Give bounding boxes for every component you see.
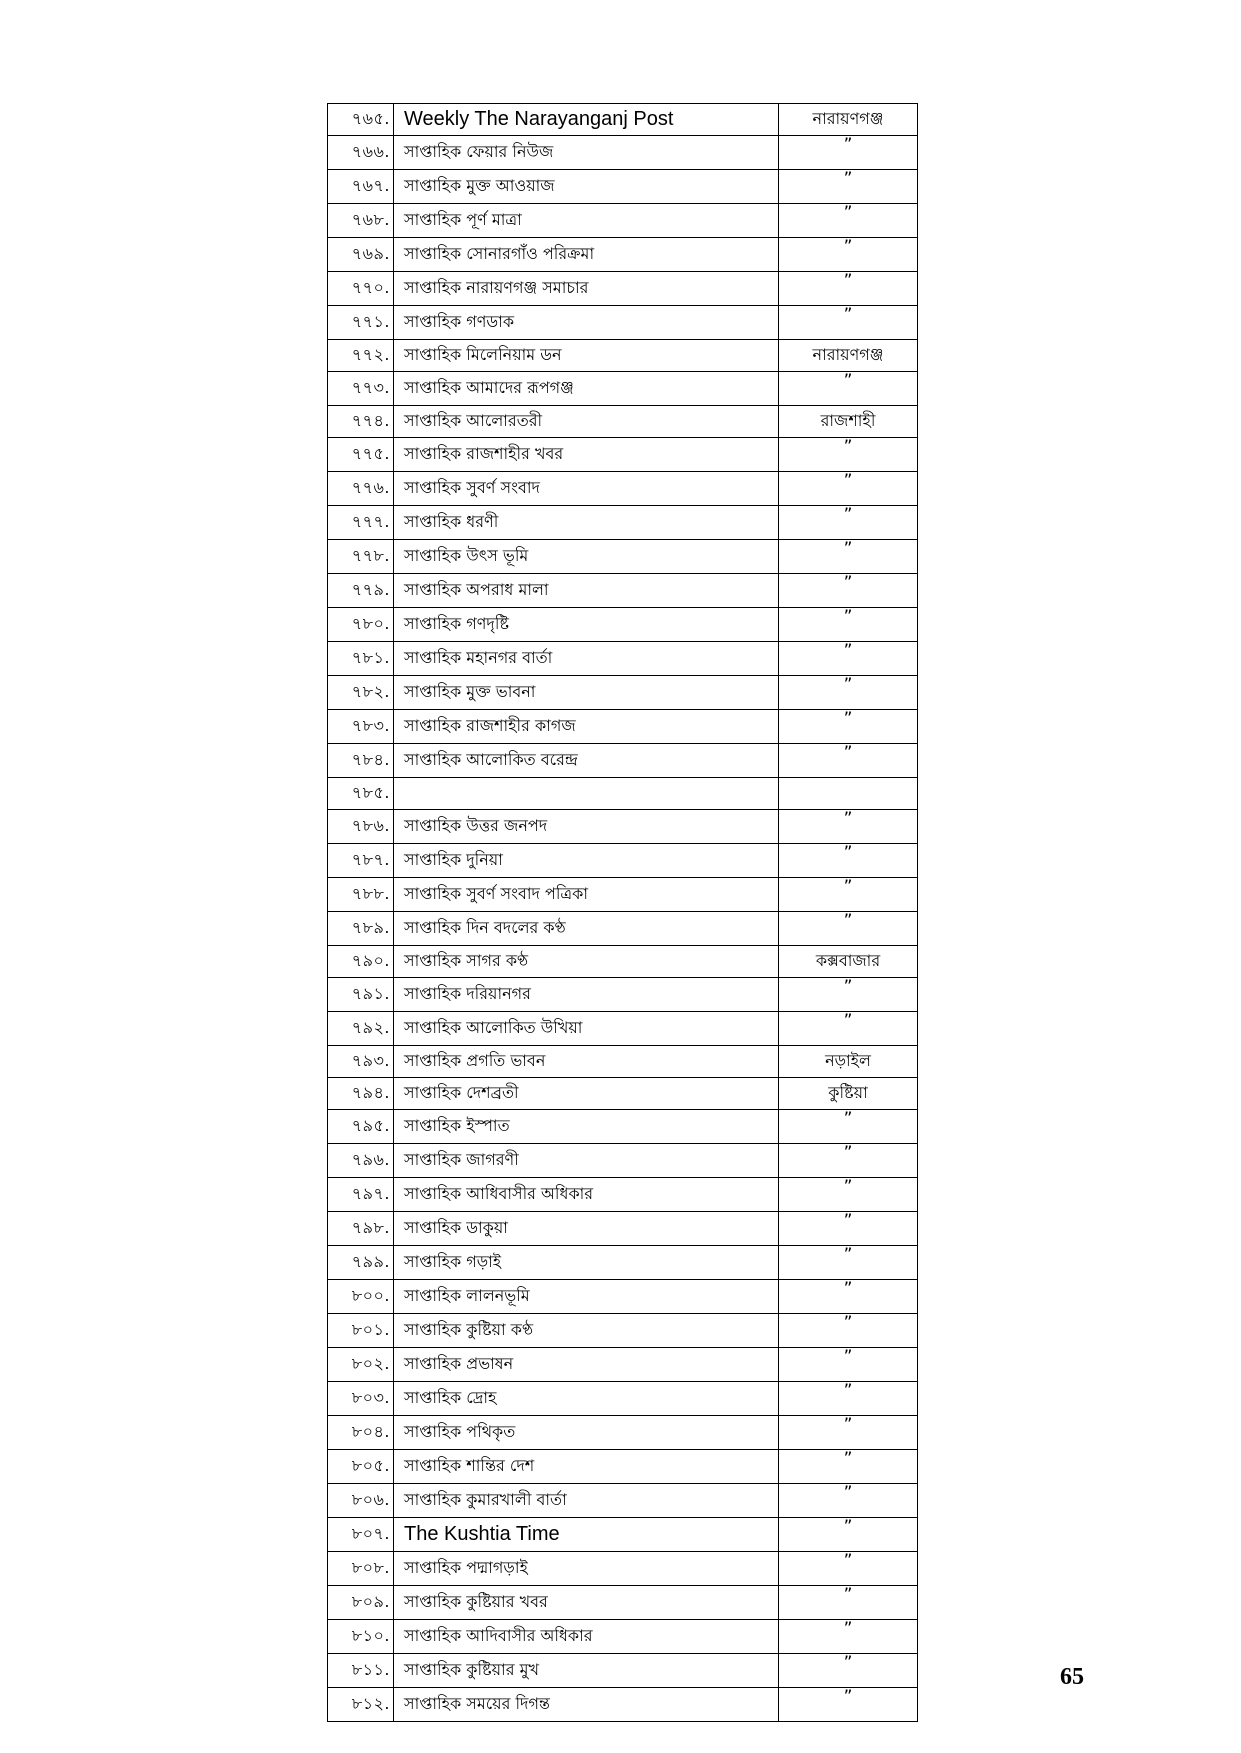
table-row [328, 912, 918, 946]
table-row [328, 810, 918, 844]
newspaper-name-cell: সাপ্তাহিক উত্তর জনপদ [394, 810, 779, 844]
district-cell: ” [779, 1620, 918, 1654]
newspaper-name-cell: সাপ্তাহিক আলোকিত বরেন্দ্র [394, 744, 779, 778]
newspaper-name-cell: সাপ্তাহিক পূর্ণ মাত্রা [394, 204, 779, 238]
table-row [328, 978, 918, 1012]
newspaper-name-cell: সাপ্তাহিক গণডাক [394, 306, 779, 340]
table-row [328, 1518, 918, 1552]
serial-number-cell: ৭৮৩. [328, 710, 394, 744]
newspaper-name-cell: সাপ্তাহিক সাগর কণ্ঠ [394, 946, 779, 978]
serial-number-cell: ৮০৩. [328, 1382, 394, 1416]
serial-number-cell: ৮০৮. [328, 1552, 394, 1586]
district-cell: ” [779, 642, 918, 676]
serial-number-cell: ৭৭৮. [328, 540, 394, 574]
newspaper-name-cell: সাপ্তাহিক পদ্মাগড়াই [394, 1552, 779, 1586]
newspaper-name-cell: সাপ্তাহিক প্রগতি ভাবন [394, 1046, 779, 1078]
district-cell: ” [779, 1178, 918, 1212]
serial-number-cell: ৭৯৯. [328, 1246, 394, 1280]
district-cell: ” [779, 676, 918, 710]
newspaper-name-cell: সাপ্তাহিক সময়ের দিগন্ত [394, 1688, 779, 1722]
newspaper-name-cell: সাপ্তাহিক দুনিয়া [394, 844, 779, 878]
newspaper-name-cell: সাপ্তাহিক আলোরতরী [394, 406, 779, 438]
district-cell: ” [779, 810, 918, 844]
district-cell: ” [779, 1246, 918, 1280]
serial-number-cell: ৭৯১. [328, 978, 394, 1012]
newspaper-name-cell: সাপ্তাহিক কুমারখালী বার্তা [394, 1484, 779, 1518]
district-cell: নড়াইল [779, 1046, 918, 1078]
serial-number-cell: ৭৯৬. [328, 1144, 394, 1178]
newspaper-name-cell: সাপ্তাহিক মুক্ত ভাবনা [394, 676, 779, 710]
serial-number-cell: ৮০৯. [328, 1586, 394, 1620]
newspaper-name-cell: সাপ্তাহিক আলোকিত উখিয়া [394, 1012, 779, 1046]
district-cell: ” [779, 1586, 918, 1620]
table-row [328, 1246, 918, 1280]
serial-number-cell: ৭৭৩. [328, 372, 394, 406]
district-cell: রাজশাহী [779, 406, 918, 438]
serial-number-cell: ৭৮১. [328, 642, 394, 676]
newspaper-name-cell: সাপ্তাহিক মহানগর বার্তা [394, 642, 779, 676]
newspaper-name-cell: সাপ্তাহিক ফেয়ার নিউজ [394, 136, 779, 170]
district-cell: ” [779, 1280, 918, 1314]
district-cell: ” [779, 1654, 918, 1688]
serial-number-cell: ৭৭৬. [328, 472, 394, 506]
serial-number-cell: ৭৭৯. [328, 574, 394, 608]
table-row [328, 372, 918, 406]
table-row [328, 136, 918, 170]
serial-number-cell: ৭৬৮. [328, 204, 394, 238]
newspaper-name-cell: সাপ্তাহিক মিলেনিয়াম ডন [394, 340, 779, 372]
serial-number-cell: ৭৭৭. [328, 506, 394, 540]
table-row [328, 170, 918, 204]
serial-number-cell: ৮০২. [328, 1348, 394, 1382]
serial-number-cell: ৭৭৪. [328, 406, 394, 438]
newspaper-name-cell: সাপ্তাহিক অপরাধ মালা [394, 574, 779, 608]
table-row [328, 540, 918, 574]
table-row [328, 844, 918, 878]
serial-number-cell: ৭৮৪. [328, 744, 394, 778]
district-cell: ” [779, 1484, 918, 1518]
serial-number-cell: ৭৬৫. [328, 104, 394, 136]
table-row [328, 1078, 918, 1110]
table-row [328, 1586, 918, 1620]
district-cell: ” [779, 744, 918, 778]
table-row [328, 204, 918, 238]
newspaper-name-cell: সাপ্তাহিক মুক্ত আওয়াজ [394, 170, 779, 204]
district-cell: ” [779, 608, 918, 642]
newspaper-list-table [327, 103, 918, 1722]
district-cell: ” [779, 372, 918, 406]
serial-number-cell: ৭৮০. [328, 608, 394, 642]
newspaper-name-cell: সাপ্তাহিক গড়াই [394, 1246, 779, 1280]
serial-number-cell: ৭৮৭. [328, 844, 394, 878]
table-row [328, 1280, 918, 1314]
newspaper-name-cell: The Kushtia Time [394, 1518, 779, 1552]
district-cell: ” [779, 136, 918, 170]
serial-number-cell: ৮০৫. [328, 1450, 394, 1484]
district-cell: ” [779, 1416, 918, 1450]
district-cell: ” [779, 878, 918, 912]
serial-number-cell: ৮০০. [328, 1280, 394, 1314]
table-row [328, 238, 918, 272]
table-row [328, 1654, 918, 1688]
district-cell: ” [779, 1518, 918, 1552]
newspaper-name-cell: সাপ্তাহিক আমাদের রূপগঞ্জ [394, 372, 779, 406]
district-cell: ” [779, 1450, 918, 1484]
page-number: 65 [1060, 1664, 1084, 1690]
table-row [328, 778, 918, 810]
newspaper-name-cell: সাপ্তাহিক কুষ্টিয়া কণ্ঠ [394, 1314, 779, 1348]
district-cell: কক্সবাজার [779, 946, 918, 978]
district-cell: ” [779, 574, 918, 608]
table-row [328, 1382, 918, 1416]
table-row [328, 1178, 918, 1212]
newspaper-name-cell: সাপ্তাহিক ইস্পাত [394, 1110, 779, 1144]
serial-number-cell: ৭৮২. [328, 676, 394, 710]
serial-number-cell: ৭৬৭. [328, 170, 394, 204]
table-row [328, 1012, 918, 1046]
serial-number-cell: ৭৮৫. [328, 778, 394, 810]
table-row [328, 1314, 918, 1348]
serial-number-cell: ৭৭০. [328, 272, 394, 306]
table-row [328, 1110, 918, 1144]
table-row [328, 744, 918, 778]
newspaper-name-cell: সাপ্তাহিক দিন বদলের কণ্ঠ [394, 912, 779, 946]
table-row [328, 472, 918, 506]
district-cell: ” [779, 1552, 918, 1586]
newspaper-name-cell: সাপ্তাহিক রাজশাহীর খবর [394, 438, 779, 472]
serial-number-cell: ৮১১. [328, 1654, 394, 1688]
newspaper-name-cell: সাপ্তাহিক উৎস ভূমি [394, 540, 779, 574]
serial-number-cell: ৮১০. [328, 1620, 394, 1654]
serial-number-cell: ৭৭২. [328, 340, 394, 372]
district-cell: ” [779, 844, 918, 878]
newspaper-name-cell: সাপ্তাহিক সুবর্ণ সংবাদ পত্রিকা [394, 878, 779, 912]
district-cell: ” [779, 506, 918, 540]
newspaper-name-cell: সাপ্তাহিক কুষ্টিয়ার মুখ [394, 1654, 779, 1688]
newspaper-name-cell: সাপ্তাহিক নারায়ণগঞ্জ সমাচার [394, 272, 779, 306]
table-row [328, 406, 918, 438]
district-cell: ” [779, 438, 918, 472]
district-cell: ” [779, 472, 918, 506]
district-cell: ” [779, 1212, 918, 1246]
district-cell: ” [779, 978, 918, 1012]
district-cell: ” [779, 272, 918, 306]
table-row [328, 340, 918, 372]
district-cell: নারায়ণগঞ্জ [779, 340, 918, 372]
district-cell: ” [779, 1382, 918, 1416]
serial-number-cell: ৮০৪. [328, 1416, 394, 1450]
serial-number-cell: ৮০৭. [328, 1518, 394, 1552]
table-row [328, 1484, 918, 1518]
serial-number-cell: ৭৮৯. [328, 912, 394, 946]
serial-number-cell: ৮০৬. [328, 1484, 394, 1518]
table-row [328, 946, 918, 978]
table-row [328, 1144, 918, 1178]
district-cell: কুষ্টিয়া [779, 1078, 918, 1110]
newspaper-name-cell: সাপ্তাহিক আধিবাসীর অধিকার [394, 1178, 779, 1212]
table-row [328, 272, 918, 306]
table-row [328, 1620, 918, 1654]
district-cell: ” [779, 540, 918, 574]
newspaper-name-cell: সাপ্তাহিক লালনভূমি [394, 1280, 779, 1314]
serial-number-cell: ৭৯৭. [328, 1178, 394, 1212]
district-cell: ” [779, 710, 918, 744]
serial-number-cell: ৭৬৯. [328, 238, 394, 272]
table-row [328, 1552, 918, 1586]
newspaper-name-cell: সাপ্তাহিক সোনারগাঁও পরিক্রমা [394, 238, 779, 272]
newspaper-name-cell: সাপ্তাহিক সুবর্ণ সংবাদ [394, 472, 779, 506]
table-row [328, 642, 918, 676]
serial-number-cell: ৮০১. [328, 1314, 394, 1348]
table-row [328, 574, 918, 608]
table-row [328, 1046, 918, 1078]
table-row [328, 1212, 918, 1246]
newspaper-name-cell: সাপ্তাহিক প্রভাষন [394, 1348, 779, 1382]
table-row [328, 438, 918, 472]
serial-number-cell: ৭৯০. [328, 946, 394, 978]
serial-number-cell: ৭৬৬. [328, 136, 394, 170]
serial-number-cell: ৭৮৬. [328, 810, 394, 844]
district-cell: নারায়ণগঞ্জ [779, 104, 918, 136]
district-cell: ” [779, 204, 918, 238]
table-row [328, 608, 918, 642]
table-row [328, 676, 918, 710]
district-cell: ” [779, 1110, 918, 1144]
table-row [328, 1450, 918, 1484]
serial-number-cell: ৭৯২. [328, 1012, 394, 1046]
table-row [328, 1348, 918, 1382]
table-row [328, 506, 918, 540]
table-body [328, 104, 918, 1722]
serial-number-cell: ৭৯৮. [328, 1212, 394, 1246]
newspaper-name-cell: সাপ্তাহিক আদিবাসীর অধিকার [394, 1620, 779, 1654]
newspaper-name-cell [394, 778, 779, 810]
newspaper-name-cell: সাপ্তাহিক ডাকুয়া [394, 1212, 779, 1246]
newspaper-name-cell: সাপ্তাহিক শান্তির দেশ [394, 1450, 779, 1484]
table-row [328, 710, 918, 744]
serial-number-cell: ৮১২. [328, 1688, 394, 1722]
serial-number-cell: ৭৯৫. [328, 1110, 394, 1144]
district-cell: ” [779, 306, 918, 340]
district-cell: ” [779, 1144, 918, 1178]
district-cell: ” [779, 912, 918, 946]
district-cell: ” [779, 170, 918, 204]
serial-number-cell: ৭৮৮. [328, 878, 394, 912]
table-row [328, 878, 918, 912]
newspaper-name-cell: সাপ্তাহিক ধরণী [394, 506, 779, 540]
newspaper-name-cell: সাপ্তাহিক দ্রোহ [394, 1382, 779, 1416]
table-row [328, 1688, 918, 1722]
newspaper-name-cell: সাপ্তাহিক দরিয়ানগর [394, 978, 779, 1012]
newspaper-name-cell: সাপ্তাহিক রাজশাহীর কাগজ [394, 710, 779, 744]
newspaper-name-cell: সাপ্তাহিক পথিকৃত [394, 1416, 779, 1450]
newspaper-name-cell: Weekly The Narayanganj Post [394, 104, 779, 136]
newspaper-name-cell: সাপ্তাহিক কুষ্টিয়ার খবর [394, 1586, 779, 1620]
serial-number-cell: ৭৭১. [328, 306, 394, 340]
district-cell: ” [779, 1012, 918, 1046]
table-row [328, 306, 918, 340]
table-row [328, 104, 918, 136]
serial-number-cell: ৭৯৪. [328, 1078, 394, 1110]
district-cell: ” [779, 238, 918, 272]
district-cell: ” [779, 1348, 918, 1382]
newspaper-name-cell: সাপ্তাহিক দেশব্রতী [394, 1078, 779, 1110]
newspaper-name-cell: সাপ্তাহিক জাগরণী [394, 1144, 779, 1178]
newspaper-name-cell: সাপ্তাহিক গণদৃষ্টি [394, 608, 779, 642]
table-row [328, 1416, 918, 1450]
serial-number-cell: ৭৭৫. [328, 438, 394, 472]
district-cell: ” [779, 1688, 918, 1722]
district-cell [779, 778, 918, 810]
serial-number-cell: ৭৯৩. [328, 1046, 394, 1078]
district-cell: ” [779, 1314, 918, 1348]
